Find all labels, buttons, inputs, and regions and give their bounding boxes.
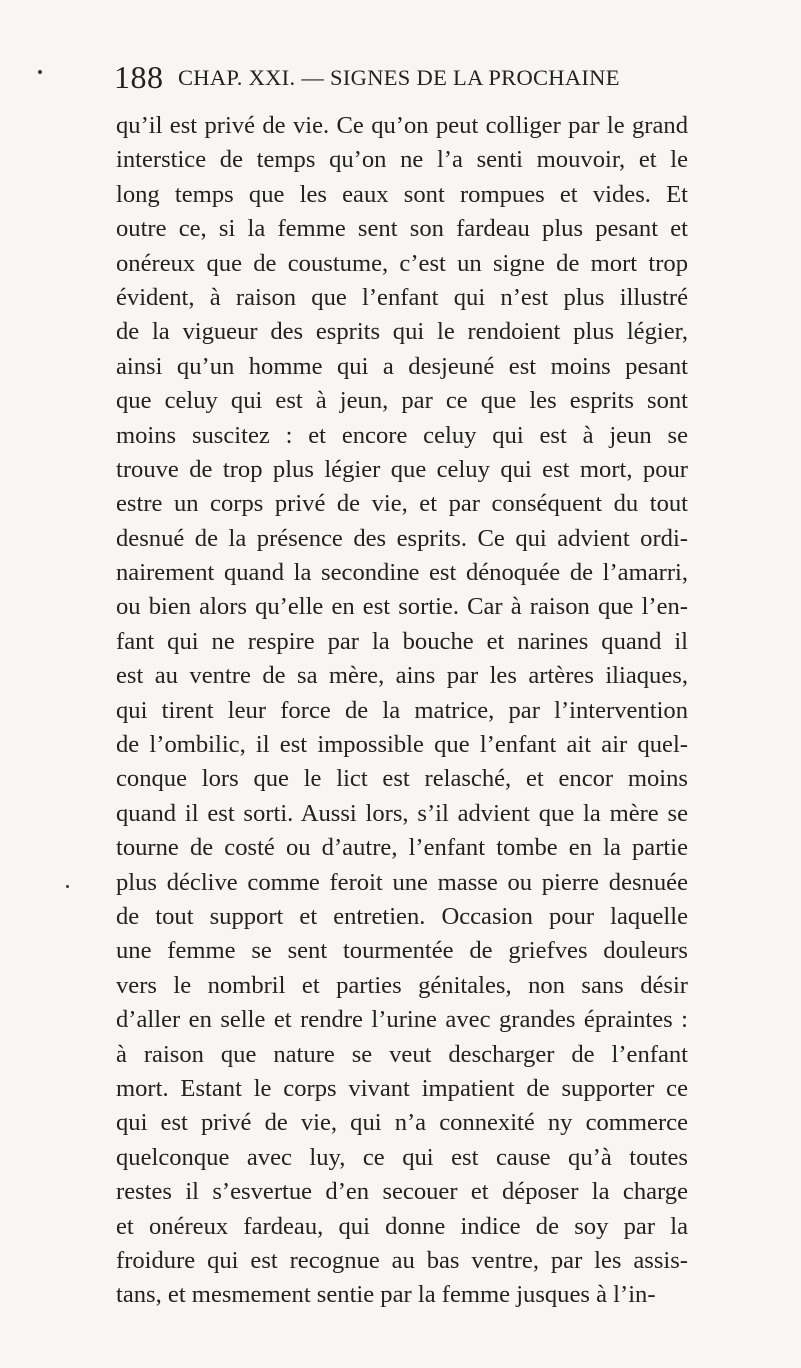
text-line: long temps que les eaux sont rompues et vides. Et xyxy=(116,180,688,208)
text-line: mort. Estant le corps vivant impatient de supporter ce xyxy=(116,1074,688,1102)
text-line: que celuy qui est à jeun, par ce que les esprits sont xyxy=(116,387,688,415)
text-line: onéreux que de coustume, c’est un signe de mort trop xyxy=(116,249,688,277)
text-line: d’aller en selle et rendre l’urine avec grandes épraintes : xyxy=(116,1006,688,1034)
text-line: à raison que nature se veut descharger de l’enfant xyxy=(116,1040,688,1068)
text-line: estre un corps privé de vie, et par conséquent du tout xyxy=(116,490,688,518)
text-line: conque lors que le lict est relasché, et encor moins xyxy=(116,765,688,793)
text-line: de l’ombilic, il est impossible que l’enfant ait air quel- xyxy=(116,731,688,759)
text-line: tourne de costé ou d’autre, l’enfant tombe en la partie xyxy=(116,834,688,862)
text-line: moins suscitez : et encore celuy qui est à jeun se xyxy=(116,421,688,449)
text-line: qu’il est privé de vie. Ce qu’on peut colliger par le grand xyxy=(116,112,688,139)
text-line: fant qui ne respire par la bouche et narines quand il xyxy=(116,627,688,655)
text-line: plus déclive comme feroit une masse ou pierre desnuée xyxy=(116,868,688,896)
text-line: quelconque avec luy, ce qui est cause qu’à toutes xyxy=(116,1143,688,1171)
margin-speck xyxy=(66,885,69,888)
text-line: évident, à raison que l’enfant qui n’est plus illustré xyxy=(116,283,688,311)
running-head xyxy=(114,58,694,98)
text-line: une femme se sent tourmentée de griefves douleurs xyxy=(116,937,688,965)
margin-speck xyxy=(38,70,42,74)
page-number: 188 xyxy=(114,59,164,95)
text-line: ou bien alors qu’elle en est sortie. Car à raison que l’en- xyxy=(116,593,688,621)
text-line: est au ventre de sa mère, ains par les artères iliaques, xyxy=(116,662,688,690)
text-line: tans, et mesmement sentie par la femme jusques à l’in- xyxy=(116,1281,656,1309)
text-line: outre ce, si la femme sent son fardeau plus pesant et xyxy=(116,215,688,243)
text-line: et onéreux fardeau, qui donne indice de soy par la xyxy=(116,1212,688,1240)
text-line: restes il s’esvertue d’en secouer et déposer la charge xyxy=(116,1178,688,1206)
text-line: interstice de temps qu’on ne l’a senti mouvoir, et le xyxy=(116,146,688,174)
text-line: de tout support et entretien. Occasion pour laquelle xyxy=(116,902,688,930)
text-line: trouve de trop plus légier que celuy qui est mort, pour xyxy=(116,455,688,483)
text-line: qui tirent leur force de la matrice, par l’intervention xyxy=(116,696,688,724)
text-line: ainsi qu’un homme qui a desjeuné est moins pesant xyxy=(116,352,688,380)
text-line: froidure qui est recognue au bas ventre, par les assis- xyxy=(116,1246,688,1274)
text-line: desnué de la présence des esprits. Ce qui advient ordi- xyxy=(116,524,688,552)
text-line: qui est privé de vie, qui n’a connexité ny commerce xyxy=(116,1109,688,1137)
body-text xyxy=(116,109,688,1313)
text-line: quand il est sorti. Aussi lors, s’il advient que la mère se xyxy=(116,799,688,827)
text-line: nairement quand la secondine est dénoquée de l’amarri, xyxy=(116,559,688,587)
text-line: vers le nombril et parties génitales, non sans désir xyxy=(116,971,688,999)
running-title: CHAP. XXI. — SIGNES DE LA PROCHAINE xyxy=(178,65,620,90)
text-line: de la vigueur des esprits qui le rendoient plus légier, xyxy=(116,318,688,346)
